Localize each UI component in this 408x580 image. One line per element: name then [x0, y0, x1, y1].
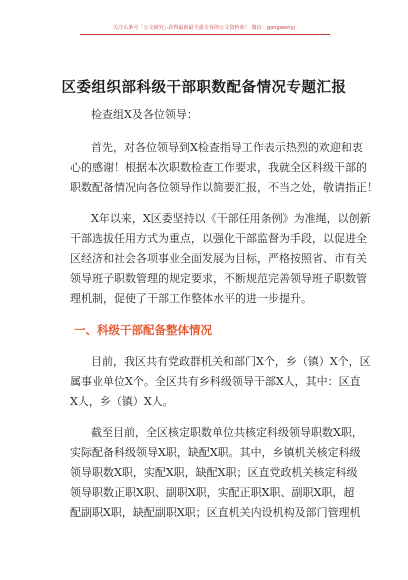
paragraph-line: X年以来，X区委坚持以《干部任用条例》为准绳，以创新: [91, 212, 371, 225]
paragraph-line: 配副职X职，缺配副职X职；区直机关内设机构及部门管理机: [70, 506, 361, 519]
greeting: 检查组X及各位领导：: [91, 108, 198, 121]
paragraph-line: 理机制，促使了干部工作整体水平的进一步提升。: [70, 292, 312, 305]
paragraph-line: 心的感谢！根据本次职数检查工作要求，我就全区科级干部的: [70, 161, 367, 174]
paragraph-line: 领导班子职数管理的规定要求，不断规范完善领导班子职数管: [70, 272, 367, 285]
paragraph-line: 领导职数正职X职、副职X职，实配正职X职、副职X职，超: [70, 486, 355, 499]
paragraph-line: 领导职数X职，实配X职，缺配X职；区直党政机关核定科级: [70, 466, 358, 479]
paragraph-line: 首先，对各位领导到X检查指导工作表示热烈的欢迎和衷: [91, 141, 363, 154]
paragraph-line: 目前，我区共有党政群机关和部门X个，乡（镇）X个，区: [91, 355, 371, 368]
document-title: 区委组织部科级干部职数配备情况专题汇报: [61, 79, 347, 96]
paragraph-line: 实际配备科级领导X职，缺配X职。其中，乡镇机关核定科级: [70, 446, 361, 459]
paragraph-line: 属事业单位X个。全区共有乡科级领导干部X人，其中：区直: [70, 375, 361, 388]
banner-divider: [80, 34, 330, 35]
paragraph-line: 干部选拔任用方式为重点，以强化干部监督为手段，以促进全: [70, 232, 367, 245]
paragraph-line: 区经济和社会各项事业全面发展为目标，严格按照省、市有关: [70, 252, 367, 265]
section-heading: 一、科级干部配备整体情况: [74, 323, 212, 337]
paragraph-line: 职数配备情况向各位领导作以简要汇报，不当之处，敬请指正！: [70, 181, 378, 194]
paragraph-line: 截至目前，全区核定职数单位共核定科级领导职数X职，: [91, 426, 363, 439]
top-banner: 关注头条号「公文研究」·获得最新最全最专业的公文资料库！ 微信：gongwenyj: [112, 25, 296, 31]
paragraph-line: X人，乡（镇）X人。: [70, 395, 174, 408]
